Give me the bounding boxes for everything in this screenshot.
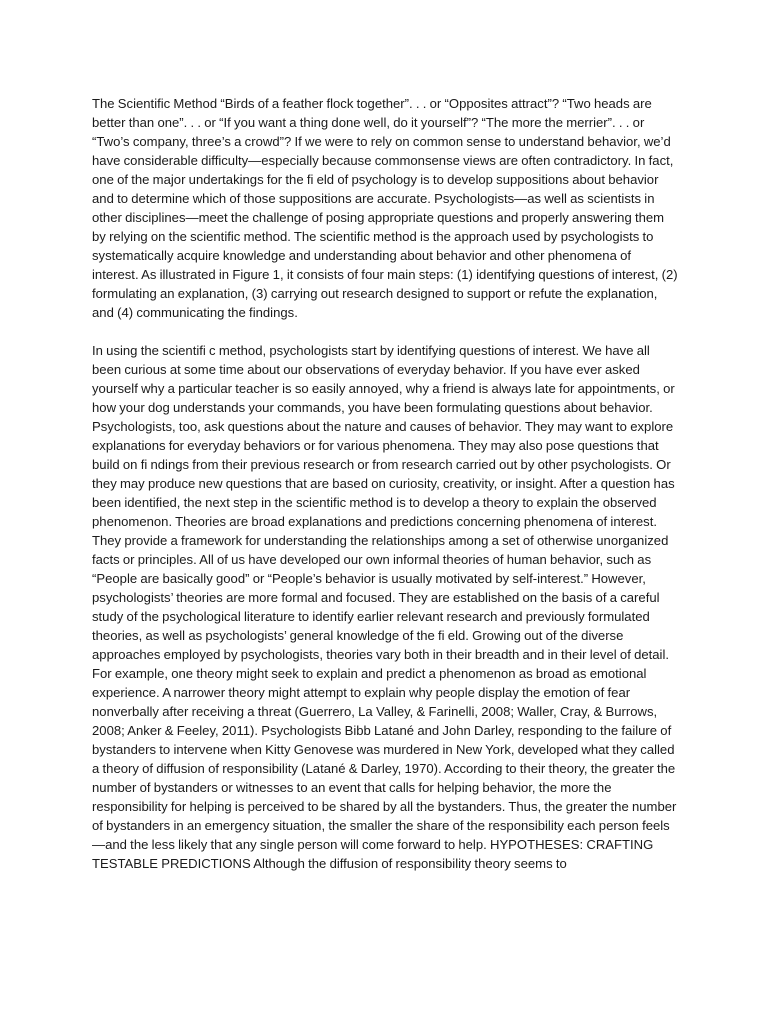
paragraph-questions-of-interest: In using the scientifi c method, psychologists start by identifying questions of interest. We have all been curious at some time about our observations of everyday behavior. If you have ever asked yourself why a particular teacher is so easily annoyed, why a friend is always late for appointments, or how your dog understands your commands, you have been formulating questions about behavior. Psychologists, too, ask questions about the nature and causes of behavior. They may want to explore explanations for everyday behaviors or for various phenomena. They may also pose questions that build on fi ndings from their previous research or from research carried out by other psychologists. Or they may produce new questions that are based on curiosity, creativity, or insight. After a question has been identified, the next step in the scientific method is to develop a theory to explain the observed phenomenon. Theories are broad explanations and predictions concerning phenomena of interest. They provide a framework for understanding the relationships among a set of otherwise unorganized facts or principles. All of us have developed our own informal theories of human behavior, such as “People are basically good” or “People’s behavior is usually motivated by self-interest.” However, psychologists’ theories are more formal and focused. They are established on the basis of a careful study of the psychological literature to identify earlier relevant research and previously formulated theories, as well as psychologists’ general knowledge of the fi eld. Growing out of the diverse approaches employed by psychologists, theories vary both in their breadth and in their level of detail. For example, one theory might seek to explain and predict a phenomenon as broad as emotional experience. A narrower theory might attempt to explain why people display the emotion of fear nonverbally after receiving a threat (Guerrero, La Valley, & Farinelli, 2008; Waller, Cray, & Burrows, 2008; Anker & Feeley, 2011). Psychologists Bibb Latané and John Darley, responding to the failure of bystanders to intervene when Kitty Genovese was murdered in New York, developed what they called a theory of diffusion of responsibility (Latané & Darley, 1970). According to their theory, the greater the number of bystanders or witnesses to an event that calls for helping behavior, the more the responsibility for helping is perceived to be shared by all the bystanders. Thus, the greater the number of bystanders in an emergency situation, the smaller the share of the responsibility each person feels—and the less likely that any single person will come forward to help. HYPOTHESES: CRAFTING TESTABLE PREDICTIONS Although the diffusion of responsibility theory seems to [92, 343, 677, 871]
paragraph-scientific-method: The Scientific Method “Birds of a feather flock together”. . . or “Opposites attract”? “Two heads are better than one”. . . or “If you want a thing done well, do it yourself”? “The more the merrier”. . . or “Two’s company, three’s a crowd”? If we were to rely on common sense to understand behavior, we’d have considerable difficulty—especially because commonsense views are often contradictory. In fact, one of the major undertakings for the fi eld of psychology is to develop suppositions about behavior and to determine which of those suppositions are accurate. Psychologists—as well as scientists in other disciplines—meet the challenge of posing appropriate questions and properly answering them by relying on the scientific method. The scientific method is the approach used by psychologists to systematically acquire knowledge and understanding about behavior and other phenomena of interest. As illustrated in Figure 1, it consists of four main steps: (1) identifying questions of interest, (2) formulating an explanation, (3) carrying out research designed to support or refute the explanation, and (4) communicating the findings. [92, 96, 678, 320]
document-page [92, 94, 678, 873]
